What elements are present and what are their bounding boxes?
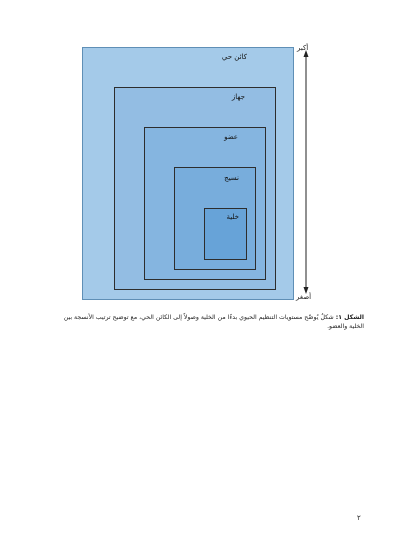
axis-larger-label: أكبر: [297, 44, 309, 52]
caption-label: الشكل ١:: [335, 314, 364, 321]
level-organ-label: عضو: [224, 133, 238, 141]
size-axis-arrow: [296, 42, 320, 304]
caption-text: شكلٌ يُوضّح مستويات التنظيم الحيوي بدءًا من الخلية وصولاً إلى الكائن الحي، مع توضيح ترتيب الأنسجة بين الخلية والعضو.: [63, 314, 364, 330]
axis-smaller-label: أصغر: [296, 293, 312, 301]
figure-caption: [58, 313, 364, 331]
level-cell-label: خلية: [226, 213, 239, 221]
page-number: ٢: [357, 514, 361, 522]
level-tissue-label: نسيج: [224, 174, 239, 182]
level-organism-label: كائن حي: [221, 53, 247, 61]
level-system-label: جهاز: [231, 93, 245, 101]
